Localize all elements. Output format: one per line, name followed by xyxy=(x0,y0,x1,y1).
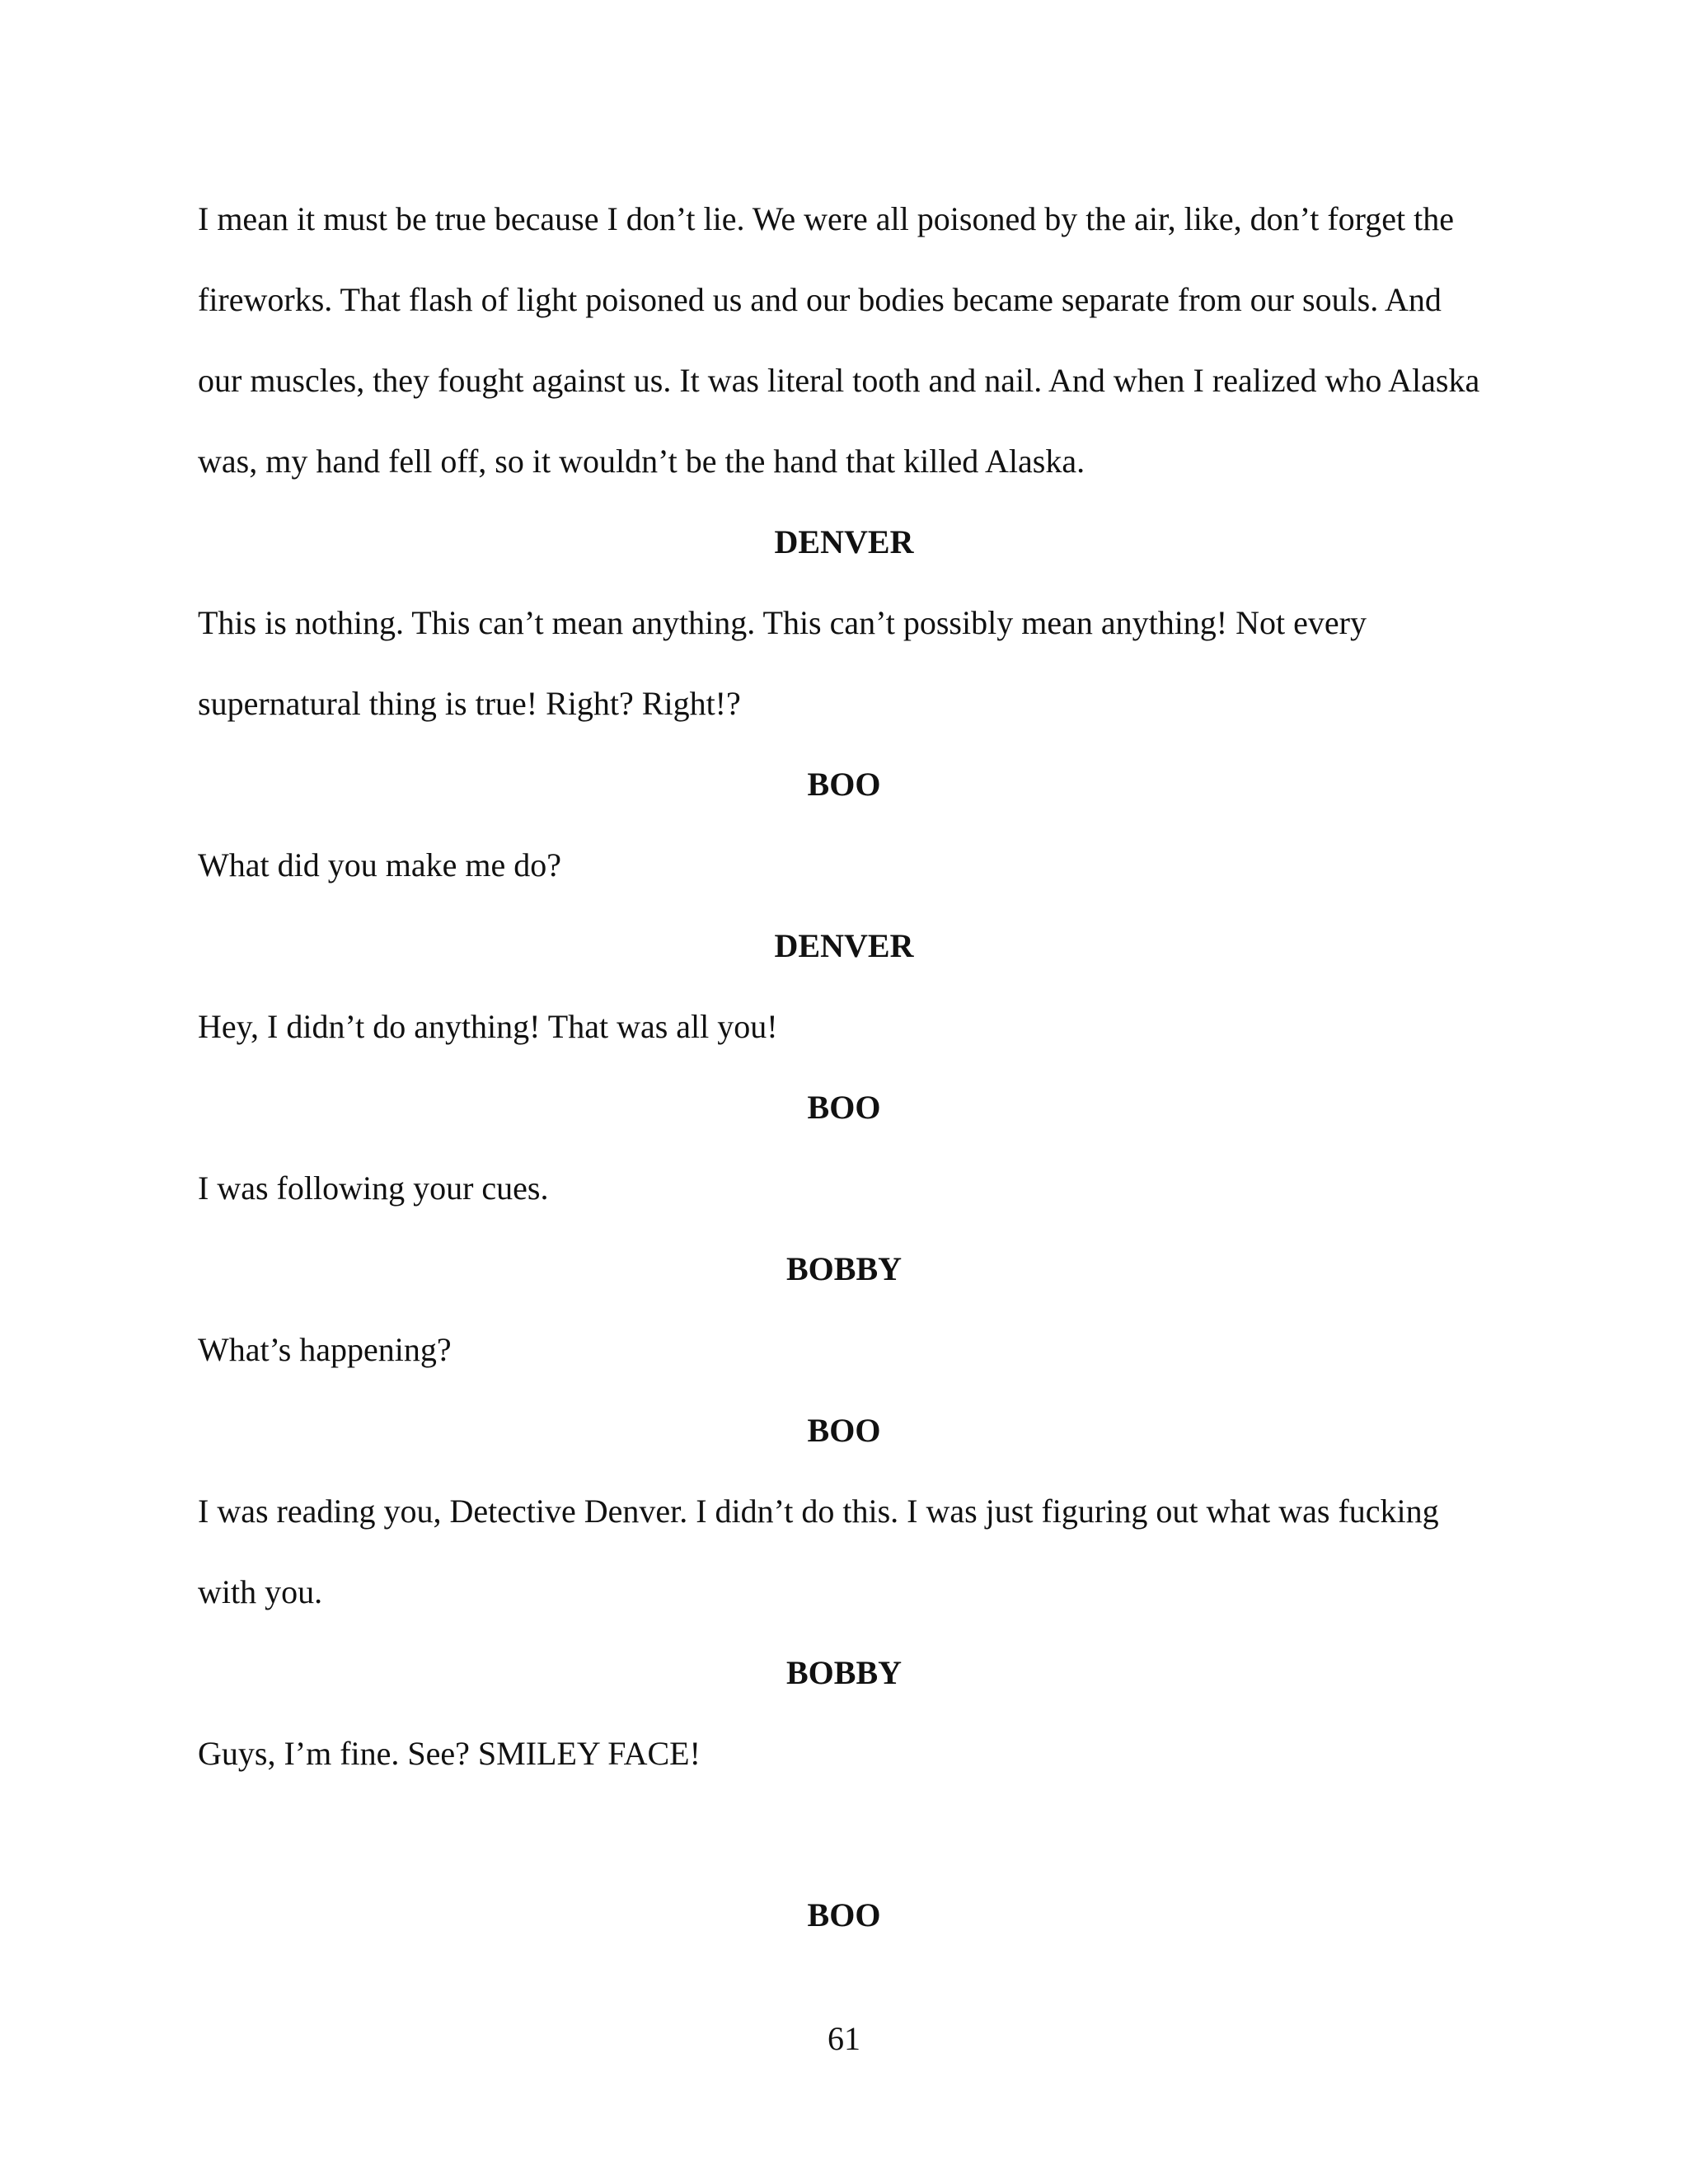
dialogue-line: This is nothing. This can’t mean anything. This can’t possibly mean anything! Not every xyxy=(198,604,1367,641)
dialogue-line: What did you make me do? xyxy=(198,846,561,883)
speaker-name: BOBBY xyxy=(785,1250,903,1287)
speaker-name: BOBBY xyxy=(785,1654,903,1691)
dialogue-line: Guys, I’m fine. See? SMILEY FACE! xyxy=(198,1735,701,1772)
speaker-name: BOO xyxy=(807,1412,881,1449)
speaker-name: BOO xyxy=(807,766,881,803)
dialogue-line: I mean it must be true because I don’t lie. We were all poisoned by the air, like, don’t forget the xyxy=(198,200,1455,237)
page-number: 61 xyxy=(828,2020,860,2057)
dialogue-line: fireworks. That flash of light poisoned us and our bodies became separate from our souls. And xyxy=(198,281,1442,318)
dialogue-line: I was following your cues. xyxy=(198,1169,549,1207)
dialogue-line: was, my hand fell off, so it wouldn’t be the hand that killed Alaska. xyxy=(198,443,1085,480)
speaker-name: DENVER xyxy=(774,927,914,964)
dialogue-line: our muscles, they fought against us. It was literal tooth and nail. And when I realized who Alaska xyxy=(198,362,1480,399)
dialogue-line: supernatural thing is true! Right? Right!? xyxy=(198,685,741,722)
dialogue-line: Hey, I didn’t do anything! That was all you! xyxy=(198,1008,778,1045)
speaker-name: BOO xyxy=(807,1896,881,1933)
speaker-name: BOO xyxy=(807,1089,881,1126)
dialogue-line: What’s happening? xyxy=(198,1331,452,1368)
dialogue-line: I was reading you, Detective Denver. I didn’t do this. I was just figuring out what was fucking xyxy=(198,1493,1439,1530)
dialogue-line: with you. xyxy=(198,1573,323,1610)
speaker-name: DENVER xyxy=(774,523,914,560)
